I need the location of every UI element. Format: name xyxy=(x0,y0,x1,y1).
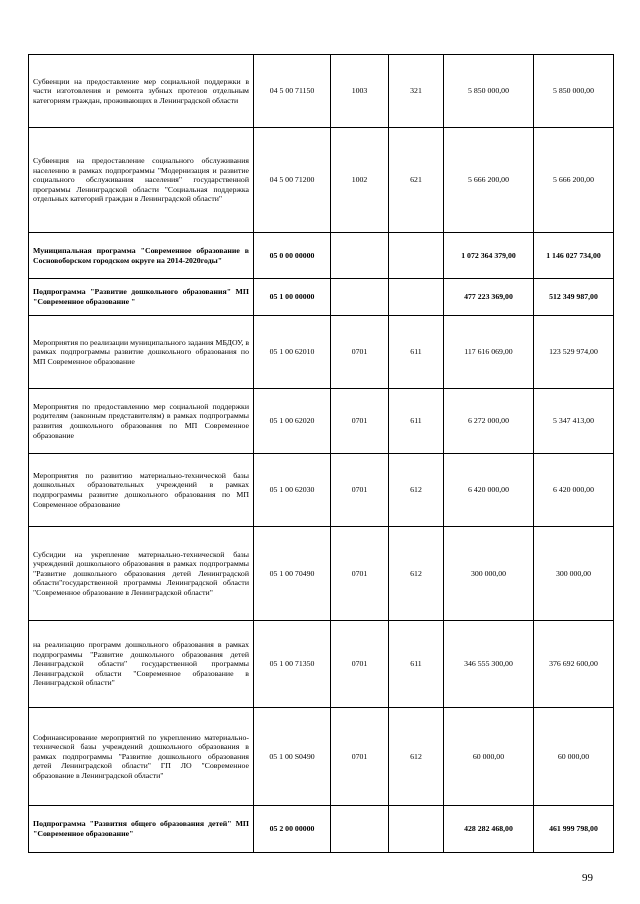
row-section-cell: 0701 xyxy=(331,708,389,806)
row-amount-2-cell: 5 850 000,00 xyxy=(534,55,614,128)
row-name-cell: Подпрограмма "Развитие дошкольного образования" МП "Современное образование " xyxy=(29,279,254,316)
row-name-cell: Подпрограмма "Развития общего образования детей" МП "Современное образование" xyxy=(29,806,254,853)
row-section-cell: 0701 xyxy=(331,389,389,454)
row-name-cell: Мероприятия по реализации муниципального задания МБДОУ, в рамках подпрограммы развитие дошкольного образования по МП Современное образование xyxy=(29,316,254,389)
table-body xyxy=(29,55,614,853)
row-amount-2-cell: 461 999 798,00 xyxy=(534,806,614,853)
table-row xyxy=(29,806,614,853)
table-row xyxy=(29,527,614,621)
row-code-cell: 05 1 00 S0490 xyxy=(254,708,331,806)
row-amount-1-cell: 346 555 300,00 xyxy=(444,621,534,708)
row-section-cell: 1002 xyxy=(331,128,389,233)
row-kind-cell: 611 xyxy=(389,621,444,708)
row-amount-2-cell: 60 000,00 xyxy=(534,708,614,806)
row-code-cell: 05 1 00 62020 xyxy=(254,389,331,454)
row-amount-2-cell: 512 349 987,00 xyxy=(534,279,614,316)
row-kind-cell: 612 xyxy=(389,527,444,621)
row-amount-2-cell: 5 347 413,00 xyxy=(534,389,614,454)
budget-table xyxy=(28,54,614,853)
row-name-cell: Субвенции на предоставление мер социальной поддержки в части изготовления и ремонта зубных протезов отдельным категориям граждан, проживающих в Ленинградской области xyxy=(29,55,254,128)
row-amount-1-cell: 428 282 468,00 xyxy=(444,806,534,853)
row-name-cell: Субвенция на предоставление социального обслуживания населению в рамках подпрограммы "Модернизация и развитие социального обслуживания населения" государственной программы Ленинградской области "Социальная поддержка отдельных категорий граждан в Ленинградской области" xyxy=(29,128,254,233)
row-kind-cell: 611 xyxy=(389,389,444,454)
row-amount-1-cell: 5 850 000,00 xyxy=(444,55,534,128)
row-amount-1-cell: 6 272 000,00 xyxy=(444,389,534,454)
row-amount-2-cell: 1 146 027 734,00 xyxy=(534,233,614,279)
table-row xyxy=(29,279,614,316)
row-section-cell: 0701 xyxy=(331,454,389,527)
row-amount-1-cell: 60 000,00 xyxy=(444,708,534,806)
row-kind-cell: 621 xyxy=(389,128,444,233)
row-name-cell: на реализацию программ дошкольного образования в рамках подпрограммы "Развитие дошкольного образования детей Ленинградской области" государственной программы Ленинградской области "Современное образование в Ленинградской области" xyxy=(29,621,254,708)
row-code-cell: 05 1 00 00000 xyxy=(254,279,331,316)
row-amount-2-cell: 6 420 000,00 xyxy=(534,454,614,527)
row-name-cell: Мероприятия по развитию материально-технической базы дошкольных образовательных учреждений в рамках подпрограммы развитие дошкольного образования по МП Современное образование xyxy=(29,454,254,527)
row-section-cell xyxy=(331,806,389,853)
row-section-cell xyxy=(331,279,389,316)
row-section-cell xyxy=(331,233,389,279)
table-row xyxy=(29,621,614,708)
row-amount-2-cell: 300 000,00 xyxy=(534,527,614,621)
row-amount-1-cell: 1 072 364 379,00 xyxy=(444,233,534,279)
row-amount-1-cell: 300 000,00 xyxy=(444,527,534,621)
row-code-cell: 05 1 00 62030 xyxy=(254,454,331,527)
table-row xyxy=(29,708,614,806)
page-number: 99 xyxy=(582,872,593,884)
row-amount-1-cell: 117 616 069,00 xyxy=(444,316,534,389)
row-kind-cell: 612 xyxy=(389,454,444,527)
row-kind-cell: 612 xyxy=(389,708,444,806)
row-kind-cell: 611 xyxy=(389,316,444,389)
table-row xyxy=(29,128,614,233)
row-section-cell: 0701 xyxy=(331,527,389,621)
row-code-cell: 05 1 00 71350 xyxy=(254,621,331,708)
row-amount-1-cell: 6 420 000,00 xyxy=(444,454,534,527)
row-code-cell: 05 0 00 00000 xyxy=(254,233,331,279)
row-code-cell: 05 1 00 62010 xyxy=(254,316,331,389)
row-code-cell: 04 5 00 71200 xyxy=(254,128,331,233)
row-code-cell: 04 5 00 71150 xyxy=(254,55,331,128)
row-amount-2-cell: 123 529 974,00 xyxy=(534,316,614,389)
row-section-cell: 1003 xyxy=(331,55,389,128)
row-section-cell: 0701 xyxy=(331,316,389,389)
row-kind-cell: 321 xyxy=(389,55,444,128)
table-row xyxy=(29,55,614,128)
row-name-cell: Софинансирование мероприятий по укреплению материально-технической базы учреждений дошкольного образования в рамках подпрограммы "Развитие дошкольного образования детей Ленинградской области" ГП ЛО "Современное образование в Ленинградской области" xyxy=(29,708,254,806)
row-section-cell: 0701 xyxy=(331,621,389,708)
row-amount-1-cell: 5 666 200,00 xyxy=(444,128,534,233)
row-kind-cell xyxy=(389,806,444,853)
table-row xyxy=(29,316,614,389)
row-name-cell: Муниципальная программа "Современное образование в Сосновоборском городском округе на 2014-2020годы" xyxy=(29,233,254,279)
table-row xyxy=(29,454,614,527)
row-amount-2-cell: 5 666 200,00 xyxy=(534,128,614,233)
table-row xyxy=(29,389,614,454)
row-amount-2-cell: 376 692 600,00 xyxy=(534,621,614,708)
row-kind-cell xyxy=(389,279,444,316)
row-name-cell: Субсидии на укрепление материально-технической базы учреждений дошкольного образования в рамках подпрограммы "Развитие дошкольного образования детей Ленинградской области"государственной программы Ленинградской области "Современное образование в Ленинградской области" xyxy=(29,527,254,621)
row-name-cell: Мероприятия по предоставлению мер социальной поддержки родителям (законным представителям) в рамках подпрограммы развития дошкольного образования по МП Современное образование xyxy=(29,389,254,454)
table-row xyxy=(29,233,614,279)
row-code-cell: 05 2 00 00000 xyxy=(254,806,331,853)
row-code-cell: 05 1 00 70490 xyxy=(254,527,331,621)
row-kind-cell xyxy=(389,233,444,279)
row-amount-1-cell: 477 223 369,00 xyxy=(444,279,534,316)
